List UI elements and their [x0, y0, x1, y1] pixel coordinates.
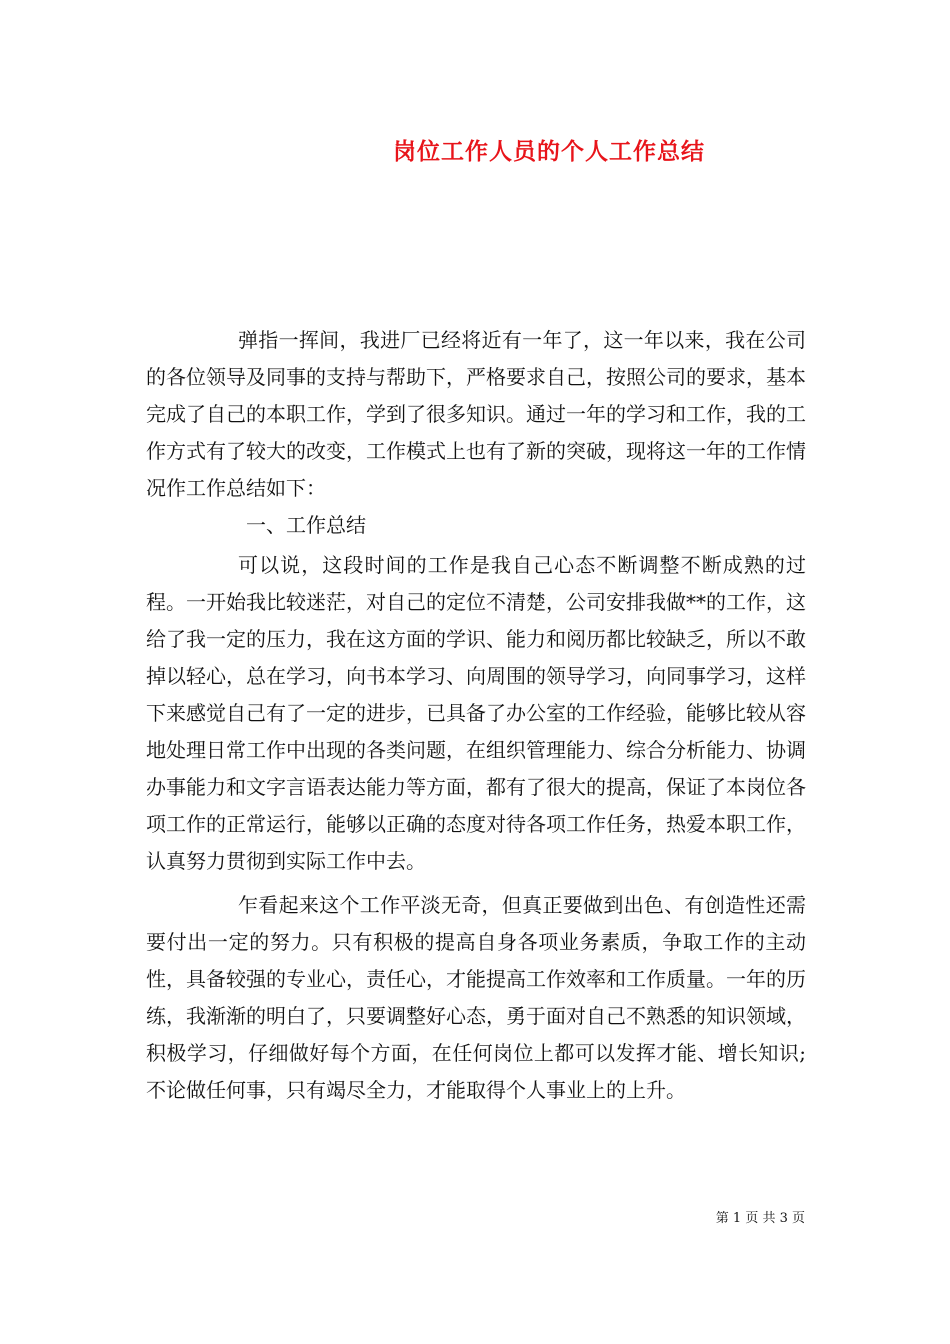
document-body: [146, 322, 806, 1109]
body-paragraph: 乍看起来这个工作平淡无奇，但真正要做到出色、有创造性还需要付出一定的努力。只有积极的提高自身各项业务素质，争取工作的主动性，具备较强的专业心，责任心，才能提高工作效率和工作质量。一年的历练，我渐渐的明白了，只要调整好心态，勇于面对自己不熟悉的知识领域，积极学习，仔细做好每个方面，在任何岗位上都可以发挥才能、增长知识;不论做任何事，只有竭尽全力，才能取得个人事业上的上升。: [146, 893, 806, 1102]
intro-paragraph: 弹指一挥间，我进厂已经将近有一年了，这一年以来，我在公司的各位领导及同事的支持与帮助下，严格要求自己，按照公司的要求，基本完成了自己的本职工作，学到了很多知识。通过一年的学习和工作，我的工作方式有了较大的改变，工作模式上也有了新的突破，现将这一年的工作情况作工作总结如下：: [146, 328, 806, 500]
page-number-footer: 第 1 页 共 3 页: [715, 1211, 805, 1226]
page-title: 岗位工作人员的个人工作总结: [393, 138, 705, 165]
section-heading: 一、工作总结: [246, 513, 366, 537]
body-paragraph: 可以说，这段时间的工作是我自己心态不断调整不断成熟的过程。一开始我比较迷茫，对自己的定位不清楚，公司安排我做**的工作，这给了我一定的压力，我在这方面的学识、能力和阅历都比较缺乏，所以不敢掉以轻心，总在学习，向书本学习、向周围的领导学习，向同事学习，这样下来感觉自己有了一定的进步，已具备了办公室的工作经验，能够比较从容地处理日常工作中出现的各类问题，在组织管理能力、综合分析能力、协调办事能力和文字言语表达能力等方面，都有了很大的提高，保证了本岗位各项工作的正常运行，能够以正确的态度对待各项工作任务，热爱本职工作，认真努力贯彻到实际工作中去。: [146, 553, 806, 873]
